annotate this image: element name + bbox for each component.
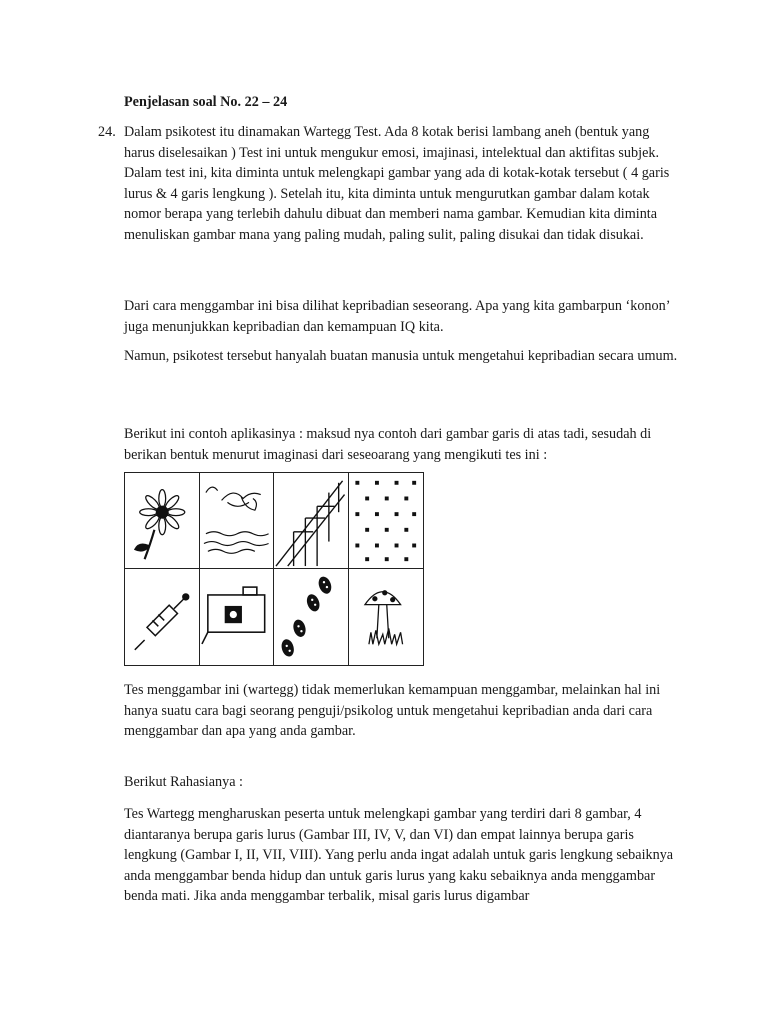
- paragraph-disclaimer: Namun, psikotest tersebut hanyalah buatan manusia untuk mengetahui kepribadian secara umum.: [124, 348, 678, 364]
- flower-icon: [125, 473, 199, 568]
- item-number: 24.: [98, 124, 116, 140]
- footprints-icon: [274, 569, 348, 665]
- syringe-drawing: [125, 569, 200, 665]
- mushroom-grass-drawing: [349, 569, 424, 665]
- mushroom-icon: [349, 569, 424, 665]
- lines-icon: [274, 473, 348, 568]
- dots-icon: [349, 473, 424, 568]
- section-heading: Penjelasan soal No. 22 – 24: [124, 94, 288, 110]
- syringe-icon: [125, 569, 199, 665]
- paragraph-wartegg-rules: Tes Wartegg mengharuskan peserta untuk melengkapi gambar yang terdiri dari 8 gambar, 4 diantaranya berupa garis lurus (Gambar III, IV, V, dan VI) dan empat lainnya berupa garis lengkung (Gambar I, II, VII, VIII). Yang perlu anda ingat adalah untuk garis lengkung sebaiknya anda menggambar benda hidup dan untuk garis lurus yang kaku sebaiknya anda menggambar benda mati. Jika anda menggambar terbalik, misal garis lurus digambar: [124, 806, 674, 904]
- bird-over-water-drawing: [200, 473, 275, 569]
- flower-drawing: [125, 473, 200, 569]
- paragraph-example-intro: Berikut ini contoh aplikasinya : maksud nya contoh dari gambar garis di atas tadi, sesudah di berikan bentuk menurut imaginasi dari seseoarang yang mengikuti tes ini :: [124, 426, 652, 463]
- wartegg-example-figure: [124, 472, 424, 666]
- greenhouse-lines-drawing: [274, 473, 349, 569]
- paragraph-secret-heading: Berikut Rahasianya :: [124, 774, 243, 790]
- footprints-drawing: [274, 569, 349, 665]
- bird-icon: [200, 473, 274, 568]
- dotted-pattern-drawing: [349, 473, 424, 569]
- camera-icon: [200, 569, 274, 665]
- item-text: Dalam psikotest itu dinamakan Wartegg Test. Ada 8 kotak berisi lambang aneh (bentuk yang harus diselesaikan ) Test ini untuk mengukur emosi, imajinasi, intelektual dan aktifitas subjek. Dalam test ini, kita diminta untuk melengkapi gambar yang ada di kotak-kotak tersebut ( 4 garis lurus & 4 garis lengkung ). Setelah itu, kita diminta untuk mengurutkan gambar dalam kotak nomor berapa yang terlebih dahulu dibuat dan memberi nama gambar. Kemudian kita diminta menuliskan gambar mana yang paling mudah, paling sulit, paling disukai dan tidak disukai.: [124, 124, 670, 243]
- paragraph-personality: Dari cara menggambar ini bisa dilihat kepribadian seseorang. Apa yang kita gambarpun ‘konon’ juga menunjukkan kepribadian dan kemampuan IQ kita.: [124, 298, 670, 335]
- paragraph-wartegg-explanation: Tes menggambar ini (wartegg) tidak memerlukan kemampuan menggambar, melainkan hal ini hanya suatu cara bagi seorang penguji/psikolog untuk mengetahui kepribadian anda dari cara menggambar dan apa yang anda gambar.: [124, 682, 661, 739]
- camera-drawing: [200, 569, 275, 665]
- numbered-item: [98, 122, 683, 245]
